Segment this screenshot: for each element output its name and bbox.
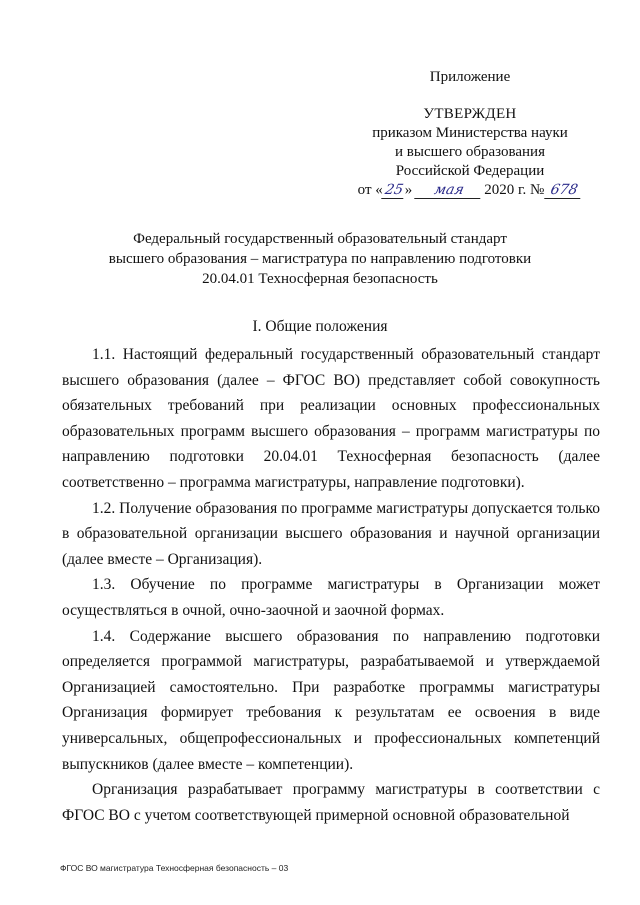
title-line-3: 20.04.01 Техносферная безопасность	[202, 271, 438, 287]
appendix-label: Приложение	[429, 69, 511, 85]
handwritten-month: мая	[414, 182, 484, 199]
paragraph-1-4: 1.4. Содержание высшего образования по направлению подготовки определяется программой магистратуры, разрабатываемой и утверждаемой Организацией самостоятельно. При разработке программы магистратуры Организация формирует требования к результатам ее освоения в виде универсальных, общепрофессиональных и профессиональных компетенций выпускников (далее вместе – компетенции).	[62, 627, 600, 773]
date-prefix: от «	[357, 182, 383, 198]
approved-label: УТВЕРЖДЕН	[423, 106, 517, 122]
approval-line-1: приказом Министерства науки	[372, 125, 568, 141]
approval-line-3: Российской Федерации	[395, 163, 545, 179]
order-date-line	[340, 181, 600, 200]
paragraph-organization: Организация разрабатывает программу магистратуры в соответствии с ФГОС ВО с учетом соответствующей примерной основной образовательной	[62, 781, 600, 824]
paragraph-1-2: 1.2. Получение образования по программе магистратуры допускается только в образовательной организации высшего образования и научной организации (далее вместе – Организация).	[62, 499, 600, 568]
date-year: 2020 г. №	[484, 182, 545, 198]
handwritten-day: 25	[381, 182, 407, 199]
title-line-2: высшего образования – магистратура по направлению подготовки	[108, 251, 532, 267]
section-heading: I. Общие положения	[252, 318, 388, 335]
page-footer: ФГОС ВО магистратура Техносферная безопасность – 03	[60, 863, 289, 873]
body-text	[62, 342, 600, 828]
title-line-1: Федеральный государственный образовательный стандарт	[133, 231, 507, 247]
date-mid: »	[404, 182, 413, 198]
paragraph-1-1: 1.1. Настоящий федеральный государственный образовательный стандарт высшего образования (далее – ФГОС ВО) представляет собой совокупность обязательных требований при реализации основных профессиональных образовательных программ высшего образования – программ магистратуры по направлению подготовки 20.04.01 Техносферная безопасность (далее соответственно – программа магистратуры, направление подготовки).	[62, 346, 600, 491]
approval-line-2: и высшего образования	[395, 144, 545, 160]
paragraph-1-3: 1.3. Обучение по программе магистратуры в Организации может осуществляться в очной, очно-заочной и заочной формах.	[62, 576, 600, 619]
approval-block	[340, 68, 600, 200]
document-title	[100, 229, 540, 289]
handwritten-order-number: 678	[545, 182, 585, 199]
